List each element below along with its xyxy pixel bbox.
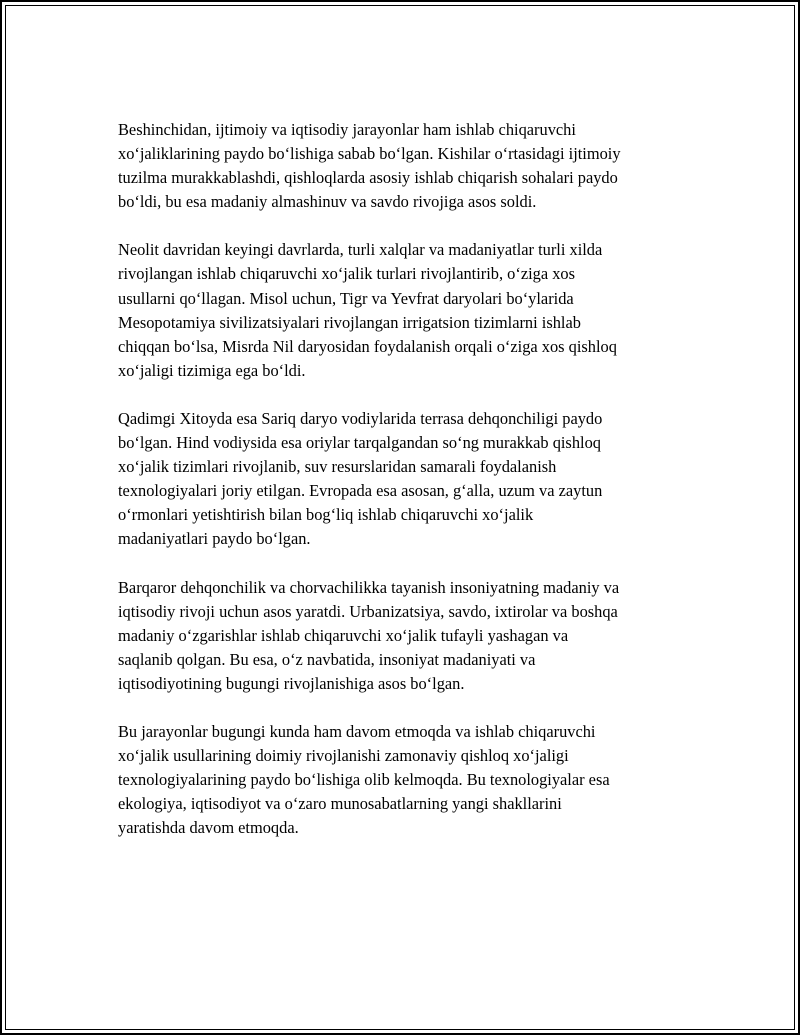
text-line: chiqqan bo‘lsa, Misrda Nil daryosidan foydalanish orqali o‘ziga xos qishloq <box>118 336 617 356</box>
text-line: xo‘jalik tizimlari rivojlanib, suv resurslaridan samarali foydalanish <box>118 457 557 477</box>
text-line: xo‘jaligi tizimiga ega bo‘ldi. <box>118 360 306 380</box>
text-line: iqtisodiy rivoji uchun asos yaratdi. Urbanizatsiya, savdo, ixtirolar va boshqa <box>118 601 618 621</box>
paragraph-5 <box>118 720 698 840</box>
text-line: usullarni qo‘llagan. Misol uchun, Tigr va Yevfrat daryolari bo‘ylarida <box>118 288 574 308</box>
text-line: rivojlangan ishlab chiqaruvchi xo‘jalik turlari rivojlantirib, o‘ziga xos <box>118 264 575 284</box>
text-line: madaniyatlari paydo bo‘lgan. <box>118 529 311 549</box>
text-line: o‘rmonlari yetishtirish bilan bog‘liq ishlab chiqaruvchi xo‘jalik <box>118 505 534 525</box>
text-line: bo‘lgan. Hind vodiysida esa oriylar tarqalgandan so‘ng murakkab qishloq <box>118 433 601 453</box>
text-line: texnologiyalarining paydo bo‘lishiga olib kelmoqda. Bu texnologiyalar esa <box>118 770 610 790</box>
paragraph-4 <box>118 576 698 696</box>
text-line: iqtisodiyotining bugungi rivojlanishiga asos bo‘lgan. <box>118 673 465 693</box>
text-line: Barqaror dehqonchilik va chorvachilikka tayanish insoniyatning madaniy va <box>118 577 620 597</box>
paragraph-1 <box>118 118 698 214</box>
document-body <box>118 118 698 864</box>
text-line: bo‘ldi, bu esa madaniy almashinuv va savdo rivojiga asos soldi. <box>118 192 537 212</box>
text-line: Beshinchidan, ijtimoiy va iqtisodiy jarayonlar ham ishlab chiqaruvchi <box>118 120 576 139</box>
text-line: ekologiya, iqtisodiyot va o‘zaro munosabatlarning yangi shakllarini <box>118 794 562 814</box>
text-line: yaratishda davom etmoqda. <box>118 818 299 838</box>
text-line: madaniy o‘zgarishlar ishlab chiqaruvchi xo‘jalik tufayli yashagan va <box>118 625 569 645</box>
text-line: saqlanib qolgan. Bu esa, o‘z navbatida, insoniyat madaniyati va <box>118 649 536 669</box>
text-line: texnologiyalari joriy etilgan. Evropada esa asosan, g‘alla, uzum va zaytun <box>118 481 603 501</box>
text-line: Neolit davridan keyingi davrlarda, turli xalqlar va madaniyatlar turli xilda <box>118 240 603 260</box>
text-line: Bu jarayonlar bugungi kunda ham davom etmoqda va ishlab chiqaruvchi <box>118 721 596 741</box>
text-line: Qadimgi Xitoyda esa Sariq daryo vodiylarida terrasa dehqonchiligi paydo <box>118 408 603 428</box>
paragraph-2 <box>118 238 698 383</box>
paragraph-3 <box>118 407 698 552</box>
text-line: xo‘jalik usullarining doimiy rivojlanishi zamonaviy qishloq xo‘jaligi <box>118 746 569 766</box>
text-line: tuzilma murakkablashdi, qishloqlarda asosiy ishlab chiqarish sohalari paydo <box>118 168 618 188</box>
text-line: xo‘jaliklarining paydo bo‘lishiga sabab bo‘lgan. Kishilar o‘rtasidagi ijtimoiy <box>118 144 621 164</box>
text-line: Mesopotamiya sivilizatsiyalari rivojlangan irrigatsion tizimlarni ishlab <box>118 312 581 332</box>
